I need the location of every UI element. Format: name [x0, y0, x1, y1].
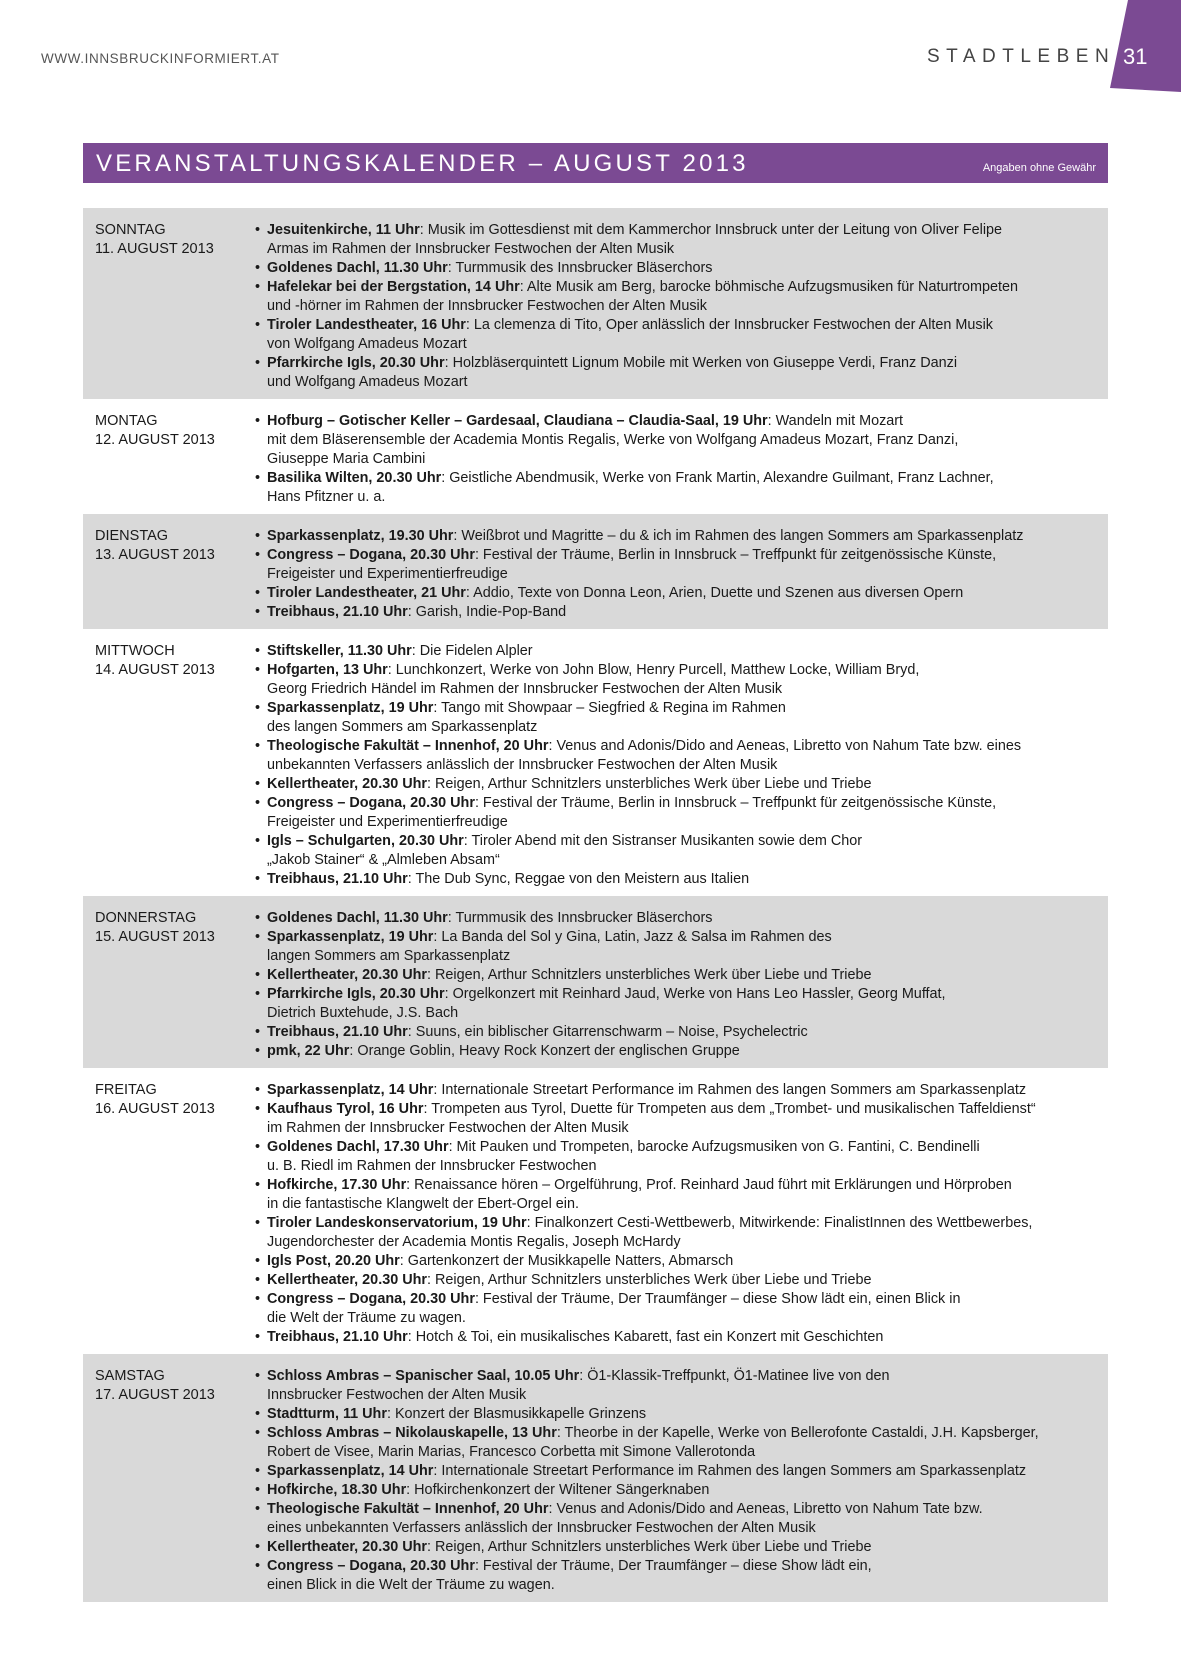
- event-venue-time: Goldenes Dachl, 11.30 Uhr: [267, 260, 448, 276]
- event-venue-time: Hofkirche, 17.30 Uhr: [267, 1177, 407, 1193]
- event-venue-time: Treibhaus, 21.10 Uhr: [267, 1329, 408, 1345]
- event-venue-time: Kaufhaus Tyrol, 16 Uhr: [267, 1101, 424, 1117]
- event-description-continued: u. B. Riedl im Rahmen der Innsbrucker Festwochen: [267, 1158, 597, 1174]
- event-venue-time: Schloss Ambras – Nikolauskapelle, 13 Uhr: [267, 1425, 557, 1441]
- date: 14. AUGUST 2013: [95, 662, 215, 678]
- event-venue-time: Goldenes Dachl, 17.30 Uhr: [267, 1139, 449, 1155]
- calendar-days: [83, 208, 1108, 1602]
- day-label: [95, 412, 245, 450]
- event-item: [255, 527, 1108, 546]
- day-row: [83, 1354, 1108, 1602]
- event-description: : Orgelkonzert mit Reinhard Jaud, Werke von Hans Leo Hassler, Georg Muffat,: [444, 986, 946, 1002]
- event-venue-time: Kellertheater, 20.30 Uhr: [267, 1539, 427, 1555]
- event-item: [255, 316, 1108, 354]
- event-description-continued: einen Blick in die Welt der Träume zu wagen.: [267, 1577, 555, 1593]
- event-description: : Addio, Texte von Donna Leon, Arien, Duette und Szenen aus diversen Opern: [465, 585, 964, 601]
- day-row: [83, 896, 1108, 1068]
- event-description: : Trompeten aus Tyrol, Duette für Trompeten aus dem „Trombet- und musikalischen Taffeldienst“: [423, 1101, 1036, 1117]
- event-item: [255, 661, 1108, 699]
- event-description: : Turmmusik des Innsbrucker Bläserchors: [447, 260, 713, 276]
- website-url[interactable]: WWW.INNSBRUCKINFORMIERT.AT: [41, 51, 280, 66]
- section-title: STADTLEBEN: [927, 46, 1116, 67]
- event-description: : Hotch & Toi, ein musikalisches Kabarett, fast ein Konzert mit Geschichten: [407, 1329, 884, 1345]
- event-description: : La clemenza di Tito, Oper anlässlich der Innsbrucker Festwochen der Alten Musik: [465, 317, 993, 333]
- event-item: [255, 584, 1108, 603]
- weekday: SONNTAG: [95, 222, 166, 238]
- event-description: : Venus and Adonis/Dido and Aeneas, Libretto von Nahum Tate bzw. eines: [548, 738, 1022, 754]
- event-description: : Internationale Streetart Performance im Rahmen des langen Sommers am Sparkassenplatz: [433, 1463, 1027, 1479]
- event-venue-time: Igls Post, 20.20 Uhr: [267, 1253, 400, 1269]
- day-label: [95, 1367, 245, 1405]
- date: 15. AUGUST 2013: [95, 929, 215, 945]
- event-description: : Internationale Streetart Performance im Rahmen des langen Sommers am Sparkassenplatz: [433, 1082, 1027, 1098]
- event-description: : Die Fidelen Alpler: [411, 643, 533, 659]
- event-list: [83, 1081, 1108, 1347]
- day-label: [95, 909, 245, 947]
- event-description-continued: Robert de Visee, Marin Marias, Francesco Corbetta mit Simone Vallerotonda: [267, 1444, 756, 1460]
- event-description: : Theorbe in der Kapelle, Werke von Bellerofonte Castaldi, J.H. Kapsberger,: [556, 1425, 1039, 1441]
- event-item: [255, 928, 1108, 966]
- calendar-banner: [83, 143, 1108, 183]
- event-description-continued: eines unbekannten Verfassers anlässlich der Innsbrucker Festwochen der Alten Musik: [267, 1520, 816, 1536]
- event-venue-time: Theologische Fakultät – Innenhof, 20 Uhr: [267, 738, 549, 754]
- event-description-continued: Georg Friedrich Händel im Rahmen der Innsbrucker Festwochen der Alten Musik: [267, 681, 783, 697]
- event-description: : Musik im Gottesdienst mit dem Kammerchor Innsbruck unter der Leitung von Oliver Felipe: [419, 222, 1003, 238]
- event-venue-time: Congress – Dogana, 20.30 Uhr: [267, 1558, 475, 1574]
- event-description: : Reigen, Arthur Schnitzlers unsterbliches Werk über Liebe und Triebe: [426, 967, 872, 983]
- event-item: [255, 546, 1108, 584]
- event-item: [255, 1481, 1108, 1500]
- event-item: [255, 1328, 1108, 1347]
- event-description-continued: Armas im Rahmen der Innsbrucker Festwochen der Alten Musik: [267, 241, 675, 257]
- event-description-continued: und -hörner im Rahmen der Innsbrucker Festwochen der Alten Musik: [267, 298, 707, 314]
- event-venue-time: Treibhaus, 21.10 Uhr: [267, 1024, 408, 1040]
- event-description-continued: im Rahmen der Innsbrucker Festwochen der Alten Musik: [267, 1120, 629, 1136]
- event-item: [255, 1557, 1108, 1595]
- event-venue-time: Hofburg – Gotischer Keller – Gardesaal, Claudiana – Claudia-Saal, 19 Uhr: [267, 413, 768, 429]
- event-item: [255, 966, 1108, 985]
- event-description-continued: Dietrich Buxtehude, J.S. Bach: [267, 1005, 459, 1021]
- event-venue-time: Sparkassenplatz, 19 Uhr: [267, 700, 434, 716]
- event-description: : Suuns, ein biblischer Gitarrenschwarm – Noise, Psychelectric: [407, 1024, 808, 1040]
- event-item: [255, 737, 1108, 775]
- day-row: [83, 208, 1108, 399]
- event-description: : Reigen, Arthur Schnitzlers unsterbliches Werk über Liebe und Triebe: [426, 776, 872, 792]
- event-item: [255, 794, 1108, 832]
- event-item: [255, 1271, 1108, 1290]
- event-description-continued: Freigeister und Experimentierfreudige: [267, 566, 508, 582]
- event-item: [255, 1138, 1108, 1176]
- event-description-continued: des langen Sommers am Sparkassenplatz: [267, 719, 538, 735]
- event-description: : Festival der Träume, Berlin in Innsbruck – Treffpunkt für zeitgenössische Künste,: [474, 795, 997, 811]
- event-description: : Festival der Träume, Berlin in Innsbruck – Treffpunkt für zeitgenössische Künste,: [474, 547, 997, 563]
- event-item: [255, 469, 1108, 507]
- event-venue-time: Igls – Schulgarten, 20.30 Uhr: [267, 833, 464, 849]
- event-venue-time: Hofgarten, 13 Uhr: [267, 662, 388, 678]
- event-description: : Ö1-Klassik-Treffpunkt, Ö1-Matinee live von den: [579, 1368, 890, 1384]
- event-item: [255, 1405, 1108, 1424]
- event-venue-time: Sparkassenplatz, 14 Uhr: [267, 1082, 434, 1098]
- event-venue-time: Sparkassenplatz, 14 Uhr: [267, 1463, 434, 1479]
- event-item: [255, 603, 1108, 622]
- event-item: [255, 909, 1108, 928]
- event-description-continued: „Jakob Stainer“ & „Almleben Absam“: [267, 852, 500, 868]
- event-venue-time: Kellertheater, 20.30 Uhr: [267, 967, 427, 983]
- event-venue-time: Kellertheater, 20.30 Uhr: [267, 1272, 427, 1288]
- weekday: MITTWOCH: [95, 643, 175, 659]
- event-description: : Venus and Adonis/Dido and Aeneas, Libretto von Nahum Tate bzw.: [548, 1501, 983, 1517]
- event-item: [255, 1500, 1108, 1538]
- event-item: [255, 1042, 1108, 1061]
- event-item: [255, 642, 1108, 661]
- event-description: : Orange Goblin, Heavy Rock Konzert der englischen Gruppe: [349, 1043, 740, 1059]
- event-description-continued: Jugendorchester der Academia Montis Regalis, Joseph McHardy: [267, 1234, 681, 1250]
- event-item: [255, 221, 1108, 259]
- calendar-title: VERANSTALTUNGSKALENDER – AUGUST 2013: [96, 150, 749, 177]
- event-item: [255, 1538, 1108, 1557]
- event-description: : Reigen, Arthur Schnitzlers unsterbliches Werk über Liebe und Triebe: [426, 1539, 872, 1555]
- weekday: SAMSTAG: [95, 1368, 165, 1384]
- event-item: [255, 1214, 1108, 1252]
- event-venue-time: Treibhaus, 21.10 Uhr: [267, 604, 408, 620]
- date: 13. AUGUST 2013: [95, 547, 215, 563]
- event-venue-time: Treibhaus, 21.10 Uhr: [267, 871, 408, 887]
- event-description-continued: Innsbrucker Festwochen der Alten Musik: [267, 1387, 527, 1403]
- event-description-continued: in die fantastische Klangwelt der Ebert-Orgel ein.: [267, 1196, 579, 1212]
- event-item: [255, 985, 1108, 1023]
- event-venue-time: Hofkirche, 18.30 Uhr: [267, 1482, 407, 1498]
- date: 16. AUGUST 2013: [95, 1101, 215, 1117]
- event-description-continued: und Wolfgang Amadeus Mozart: [267, 374, 468, 390]
- event-venue-time: Tiroler Landeskonservatorium, 19 Uhr: [267, 1215, 527, 1231]
- event-venue-time: Sparkassenplatz, 19.30 Uhr: [267, 528, 454, 544]
- event-venue-time: Goldenes Dachl, 11.30 Uhr: [267, 910, 448, 926]
- event-description-continued: mit dem Bläserensemble der Academia Montis Regalis, Werke von Wolfgang Amadeus Mozart, Franz Danzi,: [267, 432, 959, 448]
- event-item: [255, 832, 1108, 870]
- event-item: [255, 870, 1108, 889]
- date: 12. AUGUST 2013: [95, 432, 215, 448]
- event-description-continued: Freigeister und Experimentierfreudige: [267, 814, 508, 830]
- event-item: [255, 412, 1108, 469]
- event-description-continued: Hans Pfitzner u. a.: [267, 489, 386, 505]
- event-venue-time: Jesuitenkirche, 11 Uhr: [267, 222, 420, 238]
- event-item: [255, 1252, 1108, 1271]
- event-item: [255, 1367, 1108, 1405]
- event-item: [255, 354, 1108, 392]
- event-venue-time: Sparkassenplatz, 19 Uhr: [267, 929, 434, 945]
- weekday: DIENSTAG: [95, 528, 169, 544]
- day-label: [95, 1081, 245, 1119]
- day-label: [95, 527, 245, 565]
- event-venue-time: Schloss Ambras – Spanischer Saal, 10.05 Uhr: [267, 1368, 580, 1384]
- event-description-continued: von Wolfgang Amadeus Mozart: [267, 336, 467, 352]
- event-description: : Reigen, Arthur Schnitzlers unsterbliches Werk über Liebe und Triebe: [426, 1272, 872, 1288]
- day-row: [83, 1068, 1108, 1354]
- event-item: [255, 259, 1108, 278]
- event-description-continued: die Welt der Träume zu wagen.: [267, 1310, 466, 1326]
- event-description: : Geistliche Abendmusik, Werke von Frank Martin, Alexandre Guilmant, Franz Lachner,: [441, 470, 994, 486]
- date: 11. AUGUST 2013: [95, 241, 214, 257]
- event-venue-time: Pfarrkirche Igls, 20.30 Uhr: [267, 986, 445, 1002]
- day-row: [83, 629, 1108, 896]
- event-description-continued: unbekannten Verfassers anlässlich der Innsbrucker Festwochen der Alten Musik: [267, 757, 778, 773]
- event-description: : Finalkonzert Cesti-Wettbewerb, Mitwirkende: FinalistInnen des Wettbewerbes,: [526, 1215, 1033, 1231]
- event-venue-time: Congress – Dogana, 20.30 Uhr: [267, 547, 475, 563]
- event-venue-time: Stiftskeller, 11.30 Uhr: [267, 643, 412, 659]
- event-description: : Hofkirchenkonzert der Wiltener Sängerknaben: [406, 1482, 710, 1498]
- day-label: [95, 642, 245, 680]
- event-item: [255, 1100, 1108, 1138]
- event-description: : Festival der Träume, Der Traumfänger – diese Show lädt ein, einen Blick in: [474, 1291, 961, 1307]
- event-description: : Alte Musik am Berg, barocke böhmische Aufzugsmusiken für Naturtrompeten: [519, 279, 1019, 295]
- weekday: DONNERSTAG: [95, 910, 197, 926]
- event-description: : Lunchkonzert, Werke von John Blow, Henry Purcell, Matthew Locke, William Bryd,: [387, 662, 920, 678]
- event-venue-time: Hafelekar bei der Bergstation, 14 Uhr: [267, 279, 520, 295]
- event-item: [255, 1081, 1108, 1100]
- event-description: : Tiroler Abend mit den Sistranser Musikanten sowie dem Chor: [463, 833, 863, 849]
- event-description: : Turmmusik des Innsbrucker Bläserchors: [447, 910, 713, 926]
- event-description: : Holzbläserquintett Lignum Mobile mit Werken von Giuseppe Verdi, Franz Danzi: [444, 355, 958, 371]
- event-description: : La Banda del Sol y Gina, Latin, Jazz & Salsa im Rahmen des: [433, 929, 832, 945]
- event-item: [255, 699, 1108, 737]
- event-item: [255, 278, 1108, 316]
- event-venue-time: Stadtturm, 11 Uhr: [267, 1406, 387, 1422]
- event-description: : The Dub Sync, Reggae von den Meistern aus Italien: [407, 871, 750, 887]
- event-description: : Gartenkonzert der Musikkapelle Natters, Abmarsch: [399, 1253, 734, 1269]
- event-venue-time: pmk, 22 Uhr: [267, 1043, 350, 1059]
- event-description: : Konzert der Blasmusikkapelle Grinzens: [386, 1406, 647, 1422]
- event-item: [255, 775, 1108, 794]
- event-description: : Garish, Indie-Pop-Band: [407, 604, 567, 620]
- day-label: [95, 221, 245, 259]
- event-venue-time: Congress – Dogana, 20.30 Uhr: [267, 1291, 475, 1307]
- event-item: [255, 1290, 1108, 1328]
- day-row: [83, 514, 1108, 629]
- event-description-continued: Giuseppe Maria Cambini: [267, 451, 426, 467]
- event-item: [255, 1176, 1108, 1214]
- event-item: [255, 1424, 1108, 1462]
- event-item: [255, 1023, 1108, 1042]
- event-venue-time: Pfarrkirche Igls, 20.30 Uhr: [267, 355, 445, 371]
- event-description: : Festival der Träume, Der Traumfänger – diese Show lädt ein,: [474, 1558, 872, 1574]
- event-description-continued: langen Sommers am Sparkassenplatz: [267, 948, 511, 964]
- event-description: : Tango mit Showpaar – Siegfried & Regina im Rahmen: [433, 700, 786, 716]
- event-venue-time: Basilika Wilten, 20.30 Uhr: [267, 470, 442, 486]
- page-number: 31: [1123, 44, 1148, 69]
- event-description: : Weißbrot und Magritte – du & ich im Rahmen des langen Sommers am Sparkassenplatz: [453, 528, 1024, 544]
- event-venue-time: Tiroler Landestheater, 21 Uhr: [267, 585, 466, 601]
- event-description: : Mit Pauken und Trompeten, barocke Aufzugsmusiken von G. Fantini, C. Bendinelli: [448, 1139, 980, 1155]
- event-description: : Wandeln mit Mozart: [767, 413, 904, 429]
- event-description: : Renaissance hören – Orgelführung, Prof. Reinhard Jaud führt mit Erklärungen und Hörproben: [406, 1177, 1012, 1193]
- event-venue-time: Tiroler Landestheater, 16 Uhr: [267, 317, 466, 333]
- weekday: FREITAG: [95, 1082, 157, 1098]
- event-venue-time: Theologische Fakultät – Innenhof, 20 Uhr: [267, 1501, 549, 1517]
- event-venue-time: Kellertheater, 20.30 Uhr: [267, 776, 427, 792]
- weekday: MONTAG: [95, 413, 158, 429]
- event-venue-time: Congress – Dogana, 20.30 Uhr: [267, 795, 475, 811]
- event-item: [255, 1462, 1108, 1481]
- disclaimer-note: Angaben ohne Gewähr: [982, 162, 1096, 174]
- day-row: [83, 399, 1108, 514]
- date: 17. AUGUST 2013: [95, 1387, 215, 1403]
